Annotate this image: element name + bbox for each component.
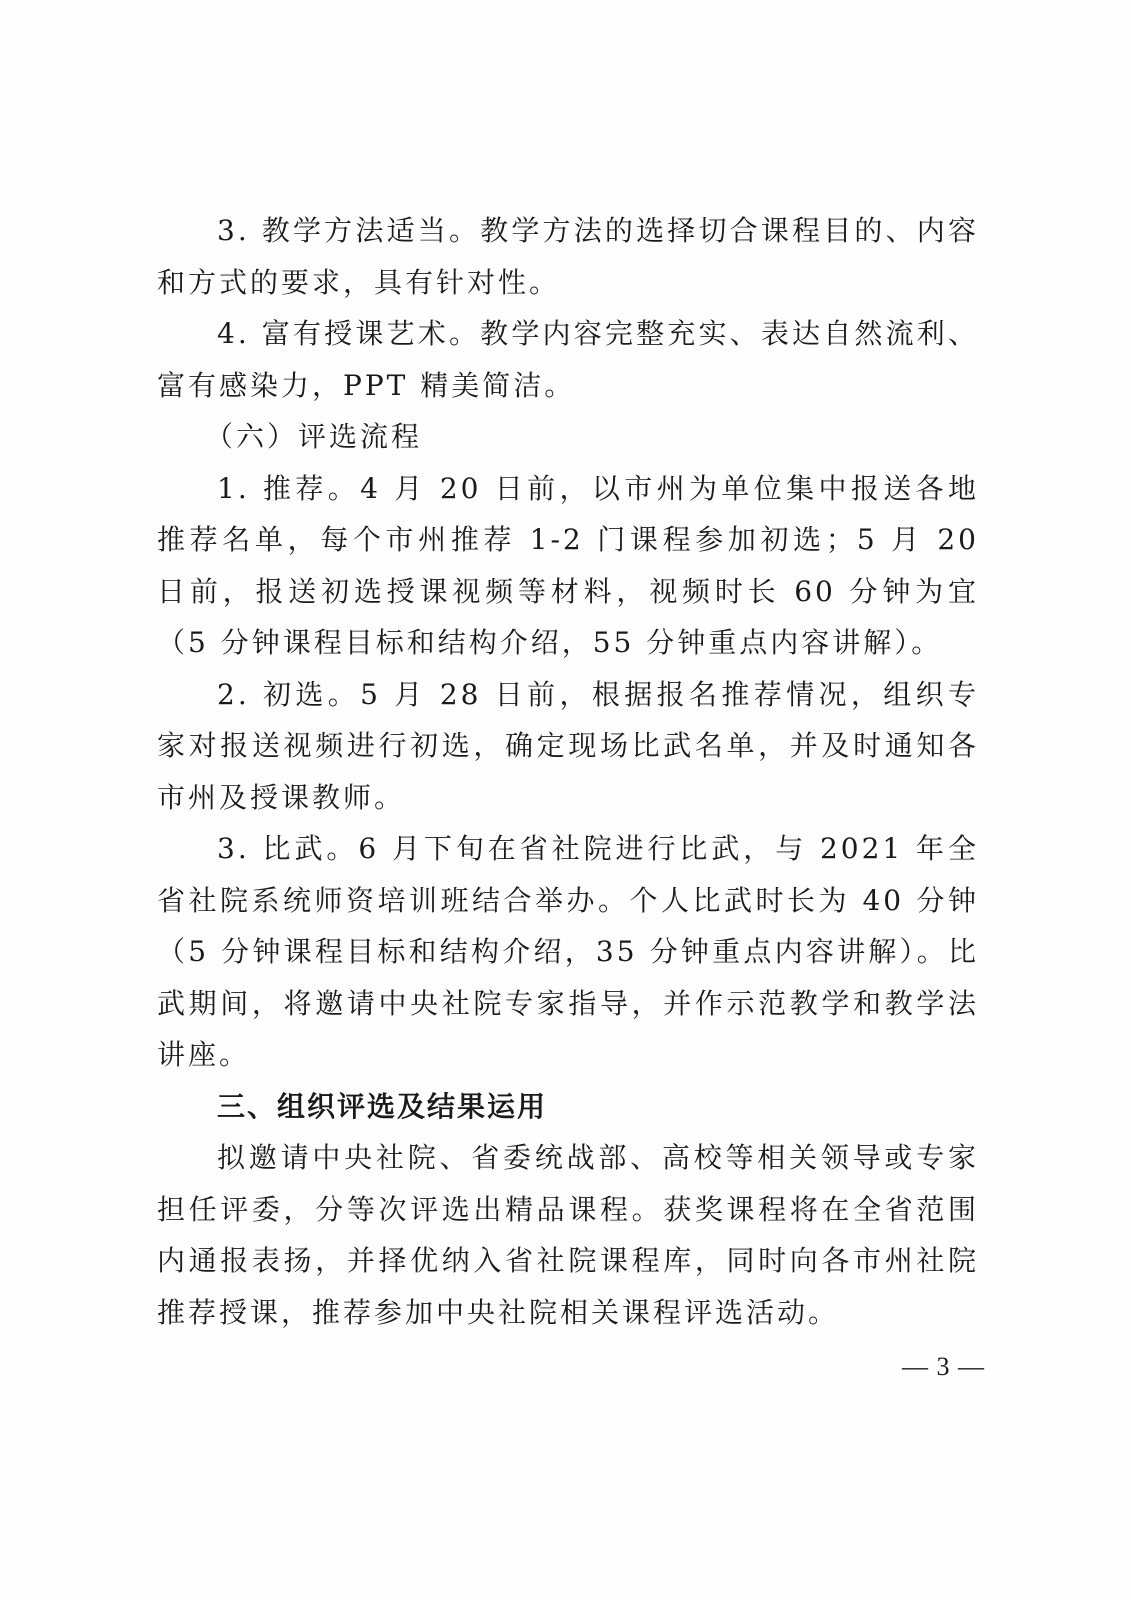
section-heading-organization: 三、组织评选及结果运用	[217, 1089, 548, 1123]
paragraph-result-application: 拟邀请中央社院、省委统战部、高校等相关领导或专家担任评委，分等次评选出精品课程。获奖课程将在全省范围内通报表扬，并择优纳入省社院课程库，同时向各市州社院推荐授课，推荐参加中央社院相关课程评选活动。	[157, 1141, 979, 1329]
paragraph-teaching-art: 4. 富有授课艺术。教学内容完整充实、表达自然流利、富有感染力，PPT 精美简洁。	[157, 317, 979, 402]
paragraph-recommendation: 1. 推荐。4 月 20 日前，以市州为单位集中报送各地推荐名单，每个市州推荐 1-2 门课程参加初选；5 月 20 日前，报送初选授课视频等材料，视频时长 60 分钟为宜（5 分钟课程目标和结构介绍，55 分钟重点内容讲解）。	[157, 471, 979, 659]
document-body	[157, 205, 979, 1338]
paragraph-preliminary-selection: 2. 初选。5 月 28 日前，根据报名推荐情况，组织专家对报送视频进行初选，确定现场比武名单，并及时通知各市州及授课教师。	[157, 677, 979, 814]
paragraph-competition: 3. 比武。6 月下旬在省社院进行比武，与 2021 年全省社院系统师资培训班结合举办。个人比武时长为 40 分钟（5 分钟课程目标和结构介绍，35 分钟重点内容讲解）。比武期间，将邀请中央社院专家指导，并作示范教学和教学法讲座。	[157, 832, 979, 1071]
section-subheading-selection-process: （六）评选流程	[205, 420, 423, 453]
page-number: — 3 —	[902, 1352, 985, 1381]
paragraph-teaching-method: 3. 教学方法适当。教学方法的选择切合课程目的、内容和方式的要求，具有针对性。	[157, 214, 979, 299]
